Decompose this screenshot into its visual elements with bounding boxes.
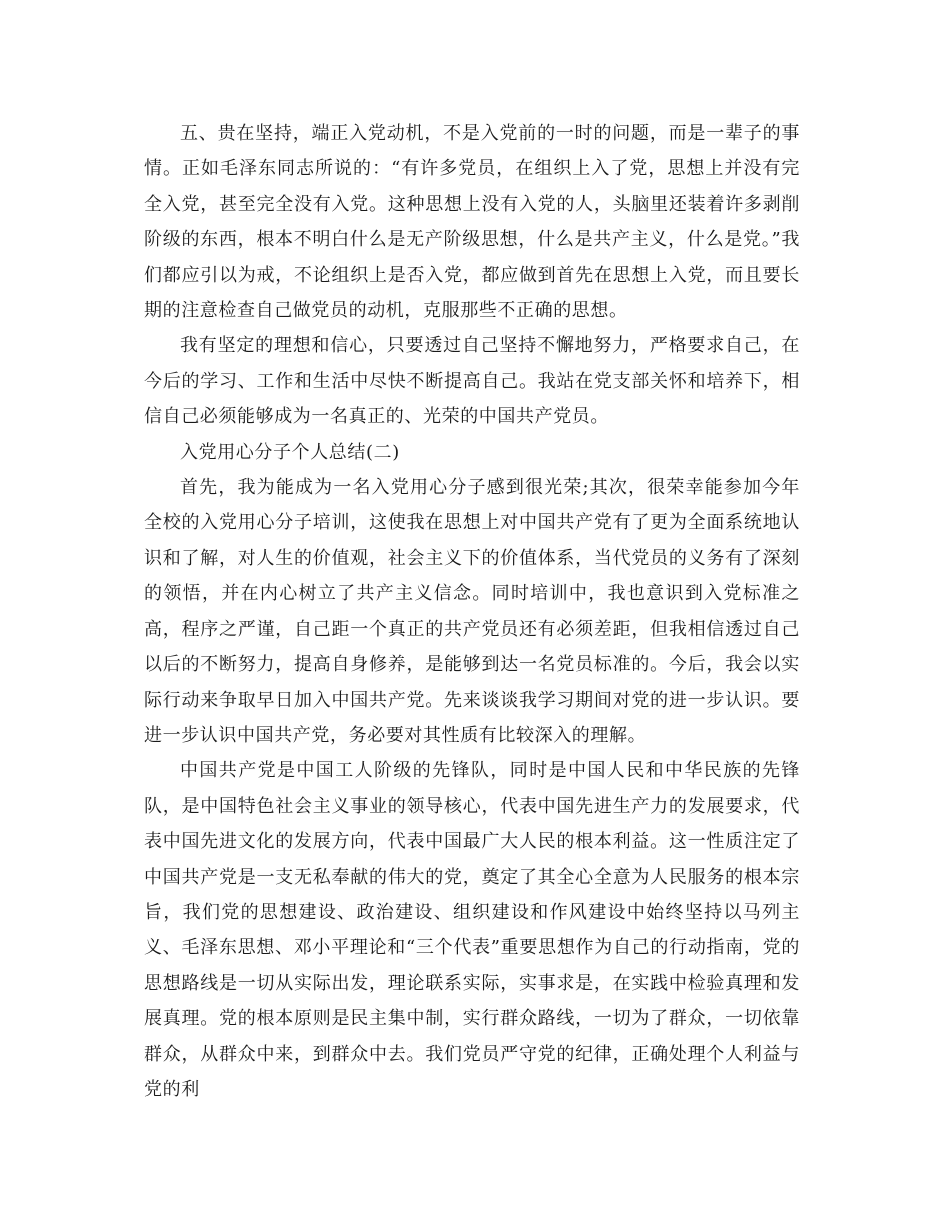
paragraph-confidence: 我有坚定的理想和信心，只要透过自己坚持不懈地努力，严格要求自己，在今后的学习、工作和生活中尽快不断提高自己。我站在党支部关怀和培养下，相信自己必须能够成为一名真正的、光荣的中国共产党员。 — [144, 335, 800, 428]
paragraph-party-nature: 中国共产党是中国工人阶级的先锋队，同时是中国人民和中华民族的先锋队，是中国特色社会主义事业的领导核心，代表中国先进生产力的发展要求，代表中国先进文化的发展方向，代表中国最广大人民的根本利益。这一性质注定了中国共产党是一支无私奉献的伟大的党，奠定了其全心全意为人民服务的根本宗旨，我们党的思想建设、政治建设、组织建设和作风建设中始终坚持以马列主义、毛泽东思想、邓小平理论和“三个代表”重要思想作为自己的行动指南，党的思想路线是一切从实际出发，理论联系实际，实事求是，在实践中检验真理和发展真理。党的根本原则是民主集中制，实行群众路线，一切为了群众，一切依靠群众，从群众中来，到群众中去。我们党员严守党的纪律，正确处理个人利益与党的利 — [144, 760, 800, 1100]
section-heading: 入党用心分子个人总结(二) — [180, 441, 400, 463]
paragraph-training: 首先，我为能成为一名入党用心分子感到很光荣;其次，很荣幸能参加今年全校的入党用心分子培训，这使我在思想上对中国共产党有了更为全面系统地认识和了解，对人生的价值观，社会主义下的价值体系，当代党员的义务有了深刻的领悟，并在内心树立了共产主义信念。同时培训中，我也意识到入党标准之高，程序之严谨，自己距一个真正的共产党员还有必须差距，但我相信透过自己以后的不断努力，提高自身修养，是能够到达一名党员标准的。今后，我会以实际行动来争取早日加入中国共产党。先来谈谈我学习期间对党的进一步认识。要进一步认识中国共产党，务必要对其性质有比较深入的理解。 — [144, 477, 800, 746]
document-page — [144, 116, 800, 1107]
paragraph-persistence: 五、贵在坚持，端正入党动机，不是入党前的一时的问题，而是一辈子的事情。正如毛泽东同志所说的：“有许多党员，在组织上入了党，思想上并没有完全入党，甚至完全没有入党。这种思想上没有入党的人，头脑里还装着许多剥削阶级的东西，根本不明白什么是无产阶级思想，什么是共产主义，什么是党。”我们都应引以为戒，不论组织上是否入党，都应做到首先在思想上入党，而且要长期的注意检查自己做党员的动机，克服那些不正确的思想。 — [144, 123, 800, 322]
